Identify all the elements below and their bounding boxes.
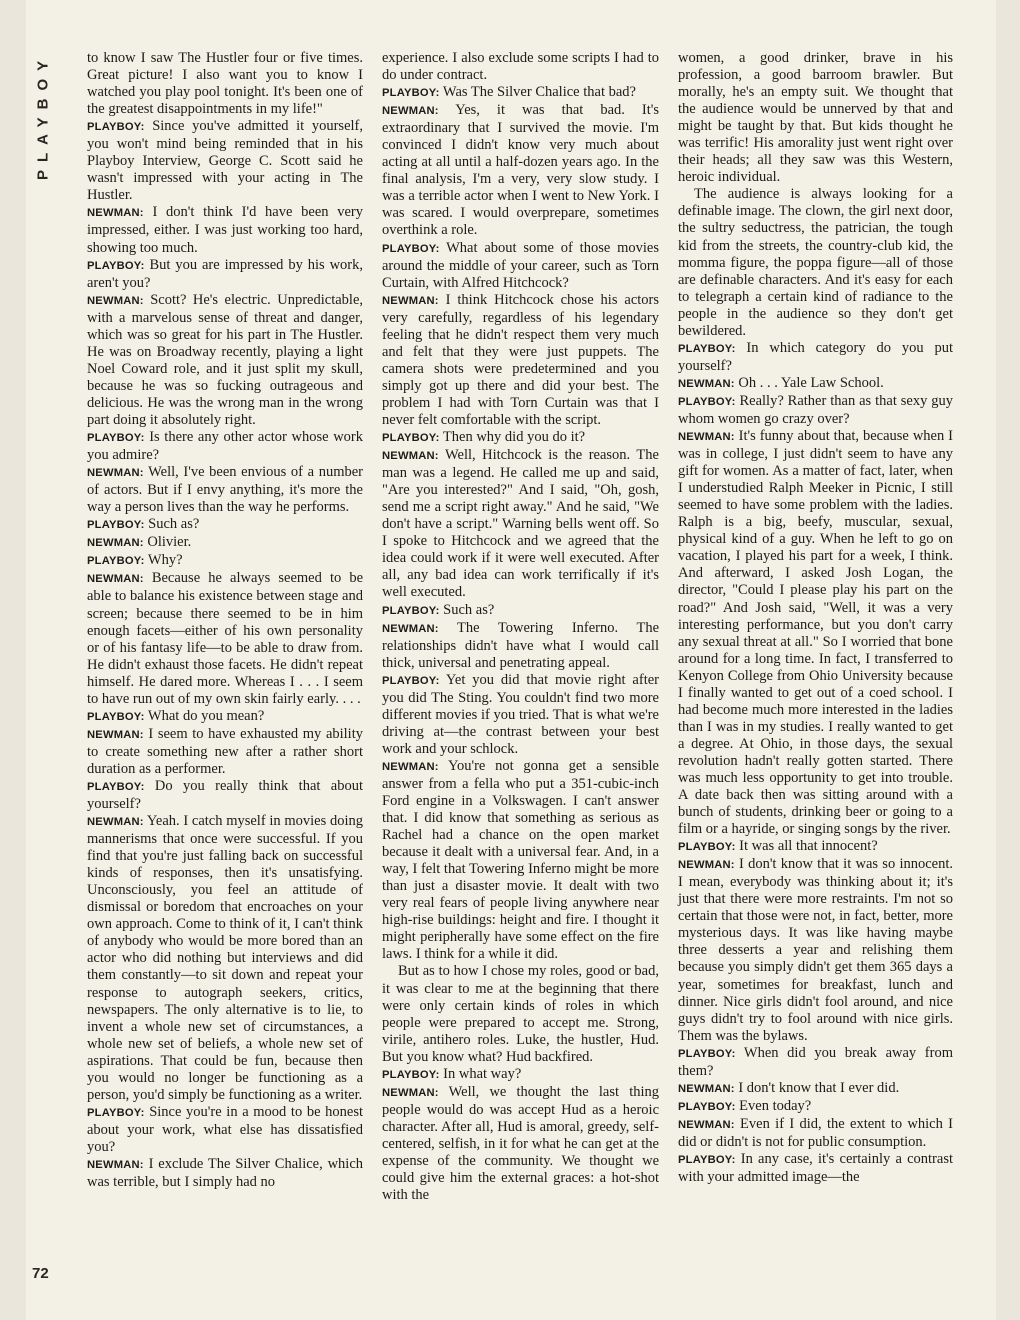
speaker-label: NEWMAN: — [382, 760, 439, 773]
paragraph-text: Oh . . . Yale Law School. — [738, 374, 884, 391]
paragraph-text: I think Hitchcock chose his actors very carefully, regardless of his legendary feeling that he didn't respect them very much and felt that they were just puppets. The camera shots were predetermined and you simply got up there and did your best. The problem I had with Torn Curtain was that I never felt comfortable with the script. — [382, 291, 660, 428]
paragraph-text: Really? Rather than as that sexy guy whom women go crazy over? — [678, 392, 953, 427]
paragraph-text: Well, I've been envious of a number of actors. But if I envy anything, it's more the way a person lives than the way he performs. — [87, 464, 363, 516]
speaker-label: PLAYBOY: — [87, 121, 145, 134]
paragraph-text: experience. I also exclude some scripts I had to do under contract. — [382, 50, 659, 84]
speaker-label: PLAYBOY: — [678, 395, 736, 408]
speaker-label: PLAYBOY: — [87, 519, 145, 532]
interview-paragraph — [382, 50, 659, 84]
interview-paragraph — [87, 292, 363, 429]
interview-paragraph — [678, 50, 953, 186]
paragraph-text: Since you're in a mood to be honest about your work, what else has dissatisfied you? — [87, 1103, 364, 1155]
paragraph-text: Is there any other actor whose work you admire? — [87, 429, 363, 464]
interview-paragraph — [87, 778, 363, 813]
paragraph-text: Even today? — [739, 1097, 812, 1114]
paragraph-text: Well, Hitchcock is the reason. The man was a legend. He called me up and said, "Are you interested?" And I said, "Oh, gosh, send me a script right away." And he said, "We don't have a script." Warning bells went off. So I spoke to Hitchcock and we agreed that the idea could work if it were well executed. After all, any bad idea can work terrifically if it's well executed. — [382, 447, 659, 601]
speaker-label: NEWMAN: — [87, 294, 144, 307]
interview-paragraph — [382, 240, 659, 292]
speaker-label: NEWMAN: — [87, 573, 144, 586]
interview-paragraph — [87, 50, 363, 118]
speaker-label: NEWMAN: — [87, 728, 144, 741]
speaker-label: PLAYBOY: — [87, 555, 145, 568]
interview-paragraph — [87, 204, 363, 256]
paragraph-text: Since you've admitted it yourself, you won't mind being reminded that in his Playboy Interview, George C. Scott said he wasn't impressed with your acting in The Hustler. — [87, 118, 363, 204]
speaker-label: NEWMAN: — [678, 431, 735, 444]
interview-paragraph — [678, 1098, 953, 1116]
paragraph-text: Yet you did that movie right after you did The Sting. You couldn't find two more different movies if you tried. That is what we're driving at—the contrast between your best work and your schlock. — [382, 671, 659, 757]
speaker-label: NEWMAN: — [382, 450, 439, 463]
magazine-masthead: PLAYBOY — [34, 52, 52, 180]
interview-paragraph — [678, 186, 953, 339]
interview-paragraph — [382, 292, 659, 429]
interview-paragraph — [382, 102, 659, 239]
page-edge-right — [996, 0, 1020, 1320]
interview-paragraph — [678, 856, 953, 1045]
interview-paragraph — [382, 963, 659, 1065]
speaker-label: PLAYBOY: — [382, 674, 440, 687]
speaker-label: PLAYBOY: — [382, 87, 440, 100]
interview-paragraph — [87, 708, 363, 726]
paragraph-text: Yeah. I catch myself in movies doing mannerisms that once were successful. If you find that you're just falling back on successful kinds of responses, then it's unsatisfying. Unconsciously, you feel an attitude of dismissal or boredom that encroaches on your own approach. Come to think of it, I can't think of anybody who would be more bored than an actor who did nothing but interviews and did them constantly—to sit down and repeat your response to autograph seekers, critics, newspapers. The only alternative is to lie, to invent a whole new set of circumstances, a whole new set of beliefs, a whole new set of aspirations. That could be fun, because then you would no longer be functioning as a person, you'd simply be functioning as a writer. — [87, 813, 363, 1103]
speaker-label: PLAYBOY: — [87, 432, 145, 445]
interview-paragraph — [87, 726, 363, 778]
page-edge-left — [0, 0, 26, 1320]
interview-paragraph — [87, 118, 363, 204]
paragraph-text: Why? — [147, 552, 183, 569]
interview-paragraph — [678, 1045, 953, 1080]
interview-paragraph — [678, 1080, 953, 1098]
interview-paragraph — [678, 340, 953, 375]
paragraph-text: The audience is always looking for a definable image. The clown, the girl next door, the sultry seductress, the patrician, the tough kid from the streets, the country-club kid, the momma figure, the poppa figure—all of those are definable characters. And it's easy for each to telegraph a certain kind of radiance to the people in the audience so they don't get bewildered. — [678, 186, 953, 339]
speaker-label: PLAYBOY: — [87, 780, 145, 793]
interview-paragraph — [87, 552, 363, 570]
speaker-label: PLAYBOY: — [382, 604, 440, 617]
paragraph-text: In any case, it's certainly a contrast with your admitted image—the — [678, 1151, 953, 1186]
interview-paragraph — [87, 534, 363, 552]
speaker-label: PLAYBOY: — [87, 710, 145, 723]
paragraph-text: I don't know that it was so innocent. I mean, everybody was thinking about it; it's just that there were more restraints. I'm not so certain that those were not, in fact, better, more mysterious days. It was like having maybe three desserts a year and relishing them because you simply didn't get them 365 days a year, sometimes for breakfast, lunch and dinner. Nice girls didn't fool around, and nice guys didn't try to fool around with nice girls. Them was the bylaws. — [678, 856, 953, 1044]
paragraph-text: to know I saw The Hustler four or five times. Great picture! I also want you to know I watched you play pool tonight. It's been one of the greatest disappointments in my life!" — [87, 50, 363, 118]
paragraph-text: The Towering Inferno. The relationships didn't have what I would call thick, universal and penetrating appeal. — [382, 619, 659, 671]
paragraph-text: It was all that innocent? — [739, 838, 878, 855]
speaker-label: PLAYBOY: — [678, 342, 736, 355]
speaker-label: NEWMAN: — [87, 1159, 144, 1171]
paragraph-text: Do you really think that about yourself? — [87, 777, 364, 813]
speaker-label: NEWMAN: — [382, 294, 439, 307]
interview-paragraph — [678, 393, 953, 428]
interview-paragraph — [382, 1084, 659, 1204]
speaker-label: PLAYBOY: — [382, 432, 440, 445]
paragraph-text: I seem to have exhausted my ability to create something new after a rather short duration as a performer. — [87, 725, 363, 777]
paragraph-text: Yes, it was that bad. It's extraordinary that I survived the movie. I'm convinced I didn't know very much about acting at all until a half-dozen years ago. In the final analysis, I'm a very, very slow study. I was a terrible actor when I went to New York. I was scared. I would overprepare, sometimes overthink a role. — [382, 102, 660, 239]
interview-paragraph — [87, 1104, 363, 1156]
speaker-label: NEWMAN: — [87, 537, 144, 550]
speaker-label: NEWMAN: — [382, 622, 439, 635]
paragraph-text: I don't know that I ever did. — [738, 1079, 900, 1096]
speaker-label: NEWMAN: — [678, 1118, 735, 1131]
paragraph-text: women, a good drinker, brave in his profession, a good barroom brawler. But morally, he's an empty suit. We thought that the audience would be unnerved by that and might be taught by that. But kids thought he was terrific! His amorality just went right over their heads; all they saw was this Western, heroic individual. — [678, 50, 953, 186]
page-number: 72 — [32, 1265, 49, 1282]
paragraph-text: What do you mean? — [147, 707, 265, 724]
speaker-label: PLAYBOY: — [87, 259, 145, 272]
speaker-label: NEWMAN: — [382, 1086, 439, 1099]
text-column-2 — [382, 50, 659, 1204]
speaker-label: NEWMAN: — [678, 1082, 735, 1095]
speaker-label: NEWMAN: — [382, 105, 439, 118]
paragraph-text: What about some of those movies around the middle of your career, such as Torn Curtain, with Alfred Hitchcock? — [382, 239, 659, 291]
paragraph-text: Such as? — [443, 601, 495, 618]
interview-paragraph — [382, 84, 659, 102]
speaker-label: NEWMAN: — [87, 207, 144, 220]
paragraph-text: Scott? He's electric. Unpredictable, with a marvelous sense of threat and danger, which was so great for his part in The Hustler. He was on Broadway recently, playing a light Noel Coward role, and it just split my skull, because he was so fucking outrageous and delicious. He was the wrong man in the wrong part doing it absolutely right. — [87, 291, 364, 428]
paragraph-text: But as to how I chose my roles, good or bad, it was clear to me at the beginning that there were only certain kinds of roles in which people were prepared to accept me. Strong, virile, antihero roles. Luke, the hustler, Hud. But you know what? Hud backfired. — [382, 963, 659, 1065]
speaker-label: PLAYBOY: — [678, 1154, 736, 1166]
paragraph-text: You're not gonna get a sensible answer from a fella who put a 351-cubic-inch Ford engine in a Volkswagen. I can't answer that. I did know that something as serious as Rachel had a chance on the open market because it dealt with a universal fear. And, in a way, I felt that Towering Inferno might be more than just a disaster movie. It dealt with two very real fears of people living anywhere near high-rise buildings: height and fire. I thought it might peripherally have some effect on the fire laws. I think for a while it did. — [382, 757, 659, 963]
interview-paragraph — [382, 429, 659, 447]
interview-paragraph — [678, 838, 953, 856]
interview-paragraph — [678, 1116, 953, 1151]
paragraph-text: Such as? — [148, 516, 200, 533]
interview-paragraph — [87, 257, 363, 292]
interview-paragraph — [87, 464, 363, 516]
text-column-3 — [678, 50, 953, 1186]
text-column-1 — [87, 50, 363, 1191]
paragraph-text: When did you break away from them? — [678, 1044, 953, 1079]
speaker-label: NEWMAN: — [678, 377, 735, 390]
interview-paragraph — [678, 428, 953, 838]
paragraph-text: But you are impressed by his work, aren't you? — [87, 256, 363, 291]
speaker-label: PLAYBOY: — [382, 1068, 440, 1081]
paragraph-text: Because he always seemed to be able to balance his existence between stage and screen; because there seemed to be in him enough facets—either of his own personality or of his fantasy life—to be able to draw from. He didn't exhaust those facets. He didn't repeat himself. He dared more. Whereas I . . . I seem to have run out of my own skin fairly early. . . . — [87, 570, 364, 707]
paragraph-text: Even if I did, the extent to which I did or didn't is not for public consumption. — [678, 1115, 953, 1150]
speaker-label: PLAYBOY: — [87, 1106, 145, 1119]
paragraph-text: I don't think I'd have been very impressed, either. I was just working too hard, showing too much. — [87, 204, 364, 256]
speaker-label: PLAYBOY: — [678, 1100, 736, 1113]
paragraph-text: In which category do you put yourself? — [678, 339, 953, 374]
paragraph-text: In what way? — [443, 1065, 522, 1082]
paragraph-text: Then why did you do it? — [442, 429, 586, 446]
paragraph-text: Well, we thought the last thing people would do was accept Hud as a heroic character. After all, Hud is amoral, greedy, self-centered, selfish, in it for what he can get at the expense of the community. We thought we could give him the external graces: a hot-shot with the — [382, 1083, 660, 1204]
paragraph-text: Olivier. — [147, 534, 192, 551]
interview-paragraph — [678, 375, 953, 393]
interview-paragraph — [87, 570, 363, 707]
interview-paragraph — [87, 1156, 363, 1191]
interview-paragraph — [87, 516, 363, 534]
interview-paragraph — [87, 813, 363, 1104]
interview-paragraph — [382, 620, 659, 672]
speaker-label: PLAYBOY: — [678, 1047, 736, 1060]
speaker-label: PLAYBOY: — [678, 841, 736, 854]
interview-paragraph — [382, 758, 659, 964]
interview-paragraph — [382, 602, 659, 620]
interview-paragraph — [678, 1151, 953, 1186]
interview-paragraph — [87, 429, 363, 464]
interview-paragraph — [382, 447, 659, 601]
speaker-label: NEWMAN: — [678, 859, 735, 872]
speaker-label: NEWMAN: — [87, 467, 144, 480]
interview-paragraph — [382, 1066, 659, 1084]
speaker-label: NEWMAN: — [87, 816, 144, 829]
paragraph-text: Was The Silver Chalice that bad? — [442, 84, 636, 101]
speaker-label: PLAYBOY: — [382, 242, 440, 255]
paragraph-text: I exclude The Silver Chalice, which was terrible, but I simply had no — [87, 1156, 364, 1191]
interview-paragraph — [382, 672, 659, 758]
paragraph-text: It's funny about that, because when I was in college, I just didn't seem to have any gift for women. As a matter of fact, later, when I understudied Ralph Meeker in Picnic, I still seemed to have some problem with the ladies. Ralph is a big, beefy, muscular, sexual, physical kind of a guy. When he left to go on vacation, I played his part for a week, I think. And afterward, I asked Josh Logan, the director, "Could I please play his part on the road?" And Josh said, "Well, it was a very interesting performance, but you don't carry any sexual threat at all." So I worried that bone around for a long time. In fact, I transferred to Kenyon College from Ohio University because I finally wanted to get out of a coed school. I had become much more interested in the ladies than I was in my studies. I really wanted to get a degree. At Ohio, in those days, the sexual revolution hadn't really gotten started. There was much less opportunity to get into trouble. A date back then was sitting around with a bunch of students, drinking beer or going to a film or a hayride, or singing songs by the river. — [678, 428, 953, 838]
